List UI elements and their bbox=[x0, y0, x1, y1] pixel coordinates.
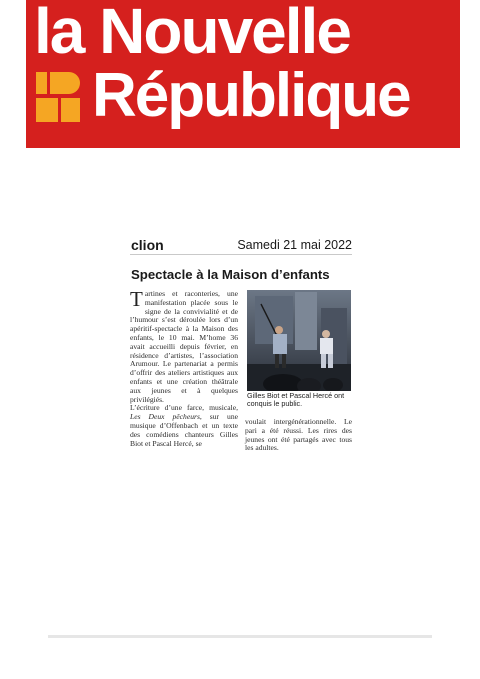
column-2-text: voulait intergénérationnelle. Le pari a été réussi. Les rires des jeunes ont été partagés avec tous les adultes. bbox=[245, 417, 352, 453]
drop-cap: T bbox=[130, 287, 143, 311]
article-clipping bbox=[130, 236, 352, 464]
article-paragraph-1 bbox=[130, 287, 238, 404]
article-photo bbox=[247, 290, 351, 391]
publication-date: Samedi 21 mai 2022 bbox=[237, 238, 352, 252]
play-title: Les Deux pêcheurs bbox=[130, 412, 200, 422]
article-column-2 bbox=[245, 418, 352, 453]
section-name: clion bbox=[131, 237, 164, 253]
article-header bbox=[130, 236, 352, 255]
newspaper-masthead bbox=[26, 0, 460, 148]
newspaper-logo-icon bbox=[36, 72, 80, 122]
article-column-1 bbox=[130, 287, 238, 448]
article-headline: Spectacle à la Maison d’enfants bbox=[131, 267, 330, 282]
paragraph-2-text-b: , sur une musique d’Offenbach et un texte des comédiens chanteurs Gilles Biot et Pascal Hercé, se bbox=[130, 412, 238, 448]
paragraph-1-text: artines et raconteries, une manifestation placée sous le signe de la convivialité et de l’humour s’est déroulée lors d’un apéritif-spectacle à la Maison des enfants, le 10 mai. M’home 36 avait accueilli depuis février, en résidence d’artistes, l’association Arumour. Le partenariat a permis d’offrir des ateliers artistiques aux enfants et une création théâtrale aux jeunes et à quelques privilégiés. bbox=[130, 289, 238, 404]
masthead-title-line1: la Nouvelle bbox=[34, 0, 350, 67]
masthead-title-line2: République bbox=[92, 61, 410, 130]
article-paragraph-2 bbox=[130, 404, 238, 448]
stage-photo-image bbox=[247, 290, 351, 391]
scan-edge-line bbox=[48, 635, 432, 638]
paragraph-2-text-a: L’écriture d’une farce, musicale, bbox=[130, 403, 238, 413]
photo-caption: Gilles Biot et Pascal Hercé ont conquis le public. bbox=[247, 391, 345, 409]
